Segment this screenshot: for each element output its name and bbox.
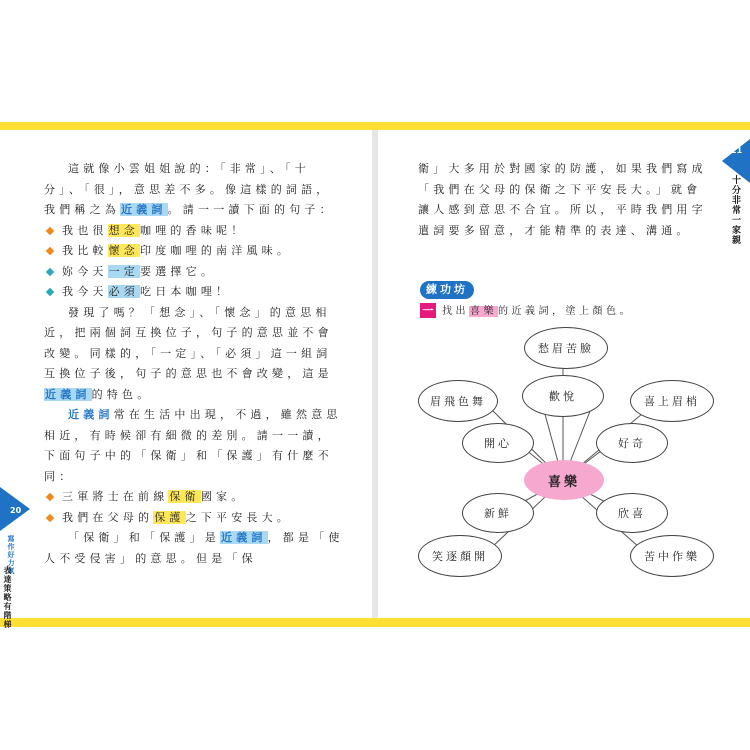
intro-text-end: 。請一一讀下面的句子： [167, 203, 335, 216]
word-node-xiao-zhu-yan-kai[interactable]: 笑逐顏開 [418, 535, 502, 577]
example-text: 國家。 [200, 490, 247, 503]
conclusion-text: 「保衛」和「保護」是 [68, 531, 220, 544]
target-word: 喜樂 [470, 306, 497, 317]
intro-text: 這就像小雲姐姐說的：「非常」、「十分」、「很」，意思差不多。像這樣的詞語，我們稱之為 [44, 162, 332, 216]
conclusion-text-end: ，都是「使人不受侵害」的意思。但是「保 [44, 531, 344, 565]
example-text: 我們在父母的 [62, 510, 154, 524]
example-text: 我也很 [62, 223, 108, 237]
explanation-text-end: 的特色。 [91, 387, 153, 401]
word-node-xin-xi[interactable]: 欣喜 [596, 493, 668, 533]
paragraph-continued: 衛」大多用於對國家的防護，如果我們寫成「我們在父母的保衛之下平安長大。」就會讓人感到意思不合宜。所以，平時我們用字遣詞要多留意，才能精準的表達、溝通。 [418, 162, 707, 237]
example-text: 妳今天 [62, 264, 108, 278]
term-synonym: 近義詞 [221, 531, 267, 544]
example-text: 要選擇它。 [140, 264, 217, 278]
highlighted-word: 想念 [108, 223, 140, 237]
word-node-ku-zhong-zuo-le[interactable]: 苦中作樂 [630, 535, 714, 577]
example-text: 之下平安長大。 [185, 510, 293, 524]
explanation-text: 發現了嗎？「想念」、「懷念」的意思相近，把兩個詞互換位子，句子的意思並不會改變。同樣的，「一定」、「必須」這一組詞互換位子後，句子的意思也不會改變，這是 [44, 305, 333, 380]
example-text: 三軍將士在前線 [62, 490, 169, 503]
book-series-label: 寫作好力氣 [7, 535, 15, 575]
left-chapter-label: 表達策略有階梯 [3, 566, 12, 629]
term-synonym: 近義詞 [121, 203, 167, 216]
right-page-number: 21 [731, 146, 743, 155]
word-node-kai-xin[interactable]: 開心 [462, 423, 534, 463]
left-page-number: 20 [10, 506, 22, 515]
word-node-xi-shang-mei-shao[interactable]: 喜上眉梢 [630, 380, 714, 422]
term-synonym: 近義詞 [68, 408, 114, 421]
question-text: 找出 [442, 306, 469, 317]
example-text: 印度咖哩的南洋風味。 [140, 244, 293, 257]
word-node-huan-yue[interactable]: 歡悅 [522, 375, 604, 417]
highlighted-word: 必須 [108, 285, 140, 298]
highlighted-word: 懷念 [108, 244, 140, 257]
example-text: 吃日本咖哩！ [140, 285, 232, 298]
center-word-xi-le: 喜樂 [524, 460, 604, 500]
example-text: 我今天 [62, 285, 108, 298]
highlighted-word: 保護 [154, 510, 185, 524]
difference-text: 常在生活中出現，不過，雖然意思相近，有時候卻有細微的差別。請一一讀，下面句子中的「保衛」和「保護」有什麼不同： [44, 408, 342, 483]
word-node-xin-xian[interactable]: 新鮮 [462, 493, 534, 533]
question-text-end: 的近義詞，塗上顏色。 [498, 306, 633, 317]
word-node-mei-fei-se-wu[interactable]: 眉飛色舞 [418, 380, 498, 422]
term-synonym: 近義詞 [45, 387, 91, 401]
highlighted-word: 保衛 [169, 490, 200, 503]
highlighted-word: 一定 [108, 264, 140, 278]
right-chapter-label: 十分非常一家親 [730, 175, 740, 245]
practice-section-badge: 練功坊 [420, 281, 474, 299]
question-number: 一 [420, 303, 436, 318]
example-text: 我比較 [62, 244, 108, 257]
example-text: 咖哩的香味呢！ [140, 223, 247, 237]
word-node-hao-qi[interactable]: 好奇 [596, 423, 668, 463]
word-node-chou-mei-ku-lian[interactable]: 愁眉苦臉 [524, 327, 608, 369]
